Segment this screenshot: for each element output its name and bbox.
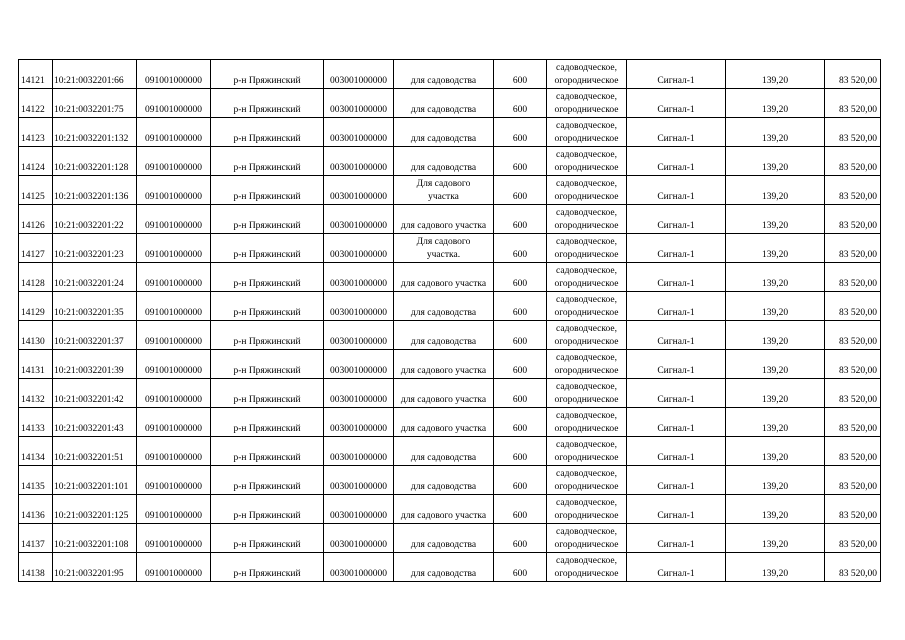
area-cell: 600 <box>494 147 547 176</box>
category-line-2: огородническое <box>554 192 619 202</box>
okato-cell: 091001000000 <box>137 176 211 205</box>
purpose-cell <box>394 234 494 263</box>
table-row <box>19 263 881 292</box>
cadastral-value-cell: 83 520,00 <box>825 263 881 292</box>
table-row <box>19 118 881 147</box>
association-cell: Сигнал-1 <box>627 118 726 147</box>
oktmo-cell: 003001000000 <box>324 466 394 495</box>
category-cell <box>547 234 627 263</box>
category-cell <box>547 147 627 176</box>
okato-cell: 091001000000 <box>137 524 211 553</box>
area-cell: 600 <box>494 118 547 147</box>
association-cell: Сигнал-1 <box>627 234 726 263</box>
oktmo-cell: 003001000000 <box>324 60 394 89</box>
purpose-cell: для садоводства <box>394 466 494 495</box>
rate-cell: 139,20 <box>726 118 825 147</box>
okato-cell: 091001000000 <box>137 118 211 147</box>
purpose-cell: для садоводства <box>394 553 494 582</box>
cadastral-number-cell: 10:21:0032201:108 <box>53 524 137 553</box>
cadastral-value-cell: 83 520,00 <box>825 234 881 263</box>
cadastral-number-cell: 10:21:0032201:125 <box>53 495 137 524</box>
area-cell: 600 <box>494 350 547 379</box>
cadastral-number-cell: 10:21:0032201:22 <box>53 205 137 234</box>
association-cell: Сигнал-1 <box>627 466 726 495</box>
cadastral-value-cell: 83 520,00 <box>825 118 881 147</box>
cadastral-number-cell: 10:21:0032201:75 <box>53 89 137 118</box>
purpose-cell: для садоводства <box>394 147 494 176</box>
category-cell <box>547 205 627 234</box>
cadastral-number-cell: 10:21:0032201:95 <box>53 553 137 582</box>
oktmo-cell: 003001000000 <box>324 495 394 524</box>
district-cell: р-н Пряжинский <box>211 234 324 263</box>
category-cell <box>547 321 627 350</box>
oktmo-cell: 003001000000 <box>324 437 394 466</box>
purpose-cell: для садового участка <box>394 495 494 524</box>
rate-cell: 139,20 <box>726 350 825 379</box>
category-line-2: огородническое <box>554 453 619 463</box>
okato-cell: 091001000000 <box>137 495 211 524</box>
category-cell <box>547 466 627 495</box>
okato-cell: 091001000000 <box>137 60 211 89</box>
association-cell: Сигнал-1 <box>627 408 726 437</box>
district-cell: р-н Пряжинский <box>211 89 324 118</box>
rate-cell: 139,20 <box>726 379 825 408</box>
purpose-cell: для садового участка <box>394 205 494 234</box>
rate-cell: 139,20 <box>726 321 825 350</box>
category-line-1: садоводческое, <box>556 179 617 189</box>
row-number-cell: 14127 <box>19 234 53 263</box>
category-cell <box>547 292 627 321</box>
category-line-1: садоводческое, <box>556 353 617 363</box>
category-line-2: огородническое <box>554 482 619 492</box>
row-number-cell: 14136 <box>19 495 53 524</box>
purpose-line-1: Для садового <box>416 179 471 189</box>
rate-cell: 139,20 <box>726 205 825 234</box>
rate-cell: 139,20 <box>726 89 825 118</box>
cadastral-value-cell: 83 520,00 <box>825 466 881 495</box>
cadastral-number-cell: 10:21:0032201:24 <box>53 263 137 292</box>
oktmo-cell: 003001000000 <box>324 524 394 553</box>
association-cell: Сигнал-1 <box>627 321 726 350</box>
association-cell: Сигнал-1 <box>627 495 726 524</box>
rate-cell: 139,20 <box>726 553 825 582</box>
row-number-cell: 14124 <box>19 147 53 176</box>
cadastral-value-cell: 83 520,00 <box>825 176 881 205</box>
purpose-cell: для садоводства <box>394 118 494 147</box>
cadastral-number-cell: 10:21:0032201:42 <box>53 379 137 408</box>
district-cell: р-н Пряжинский <box>211 263 324 292</box>
row-number-cell: 14121 <box>19 60 53 89</box>
purpose-cell <box>394 176 494 205</box>
category-line-1: садоводческое, <box>556 295 617 305</box>
area-cell: 600 <box>494 408 547 437</box>
district-cell: р-н Пряжинский <box>211 118 324 147</box>
category-cell <box>547 89 627 118</box>
cadastral-number-cell: 10:21:0032201:37 <box>53 321 137 350</box>
table-row <box>19 437 881 466</box>
district-cell: р-н Пряжинский <box>211 408 324 437</box>
district-cell: р-н Пряжинский <box>211 350 324 379</box>
row-number-cell: 14137 <box>19 524 53 553</box>
table-row <box>19 553 881 582</box>
association-cell: Сигнал-1 <box>627 553 726 582</box>
row-number-cell: 14132 <box>19 379 53 408</box>
purpose-cell: для садоводства <box>394 321 494 350</box>
category-cell <box>547 263 627 292</box>
rate-cell: 139,20 <box>726 466 825 495</box>
row-number-cell: 14125 <box>19 176 53 205</box>
cadastral-value-cell: 83 520,00 <box>825 292 881 321</box>
table-row <box>19 60 881 89</box>
district-cell: р-н Пряжинский <box>211 321 324 350</box>
cadastral-value-cell: 83 520,00 <box>825 205 881 234</box>
category-cell <box>547 553 627 582</box>
category-line-1: садоводческое, <box>556 411 617 421</box>
category-line-1: садоводческое, <box>556 237 617 247</box>
table-row <box>19 89 881 118</box>
area-cell: 600 <box>494 524 547 553</box>
row-number-cell: 14129 <box>19 292 53 321</box>
oktmo-cell: 003001000000 <box>324 176 394 205</box>
area-cell: 600 <box>494 437 547 466</box>
category-cell <box>547 524 627 553</box>
cadastral-number-cell: 10:21:0032201:23 <box>53 234 137 263</box>
purpose-cell: для садоводства <box>394 524 494 553</box>
category-cell <box>547 379 627 408</box>
category-line-2: огородническое <box>554 308 619 318</box>
oktmo-cell: 003001000000 <box>324 205 394 234</box>
category-line-2: огородническое <box>554 250 619 260</box>
cadastral-number-cell: 10:21:0032201:128 <box>53 147 137 176</box>
category-cell <box>547 60 627 89</box>
row-number-cell: 14122 <box>19 89 53 118</box>
table-row <box>19 466 881 495</box>
oktmo-cell: 003001000000 <box>324 89 394 118</box>
association-cell: Сигнал-1 <box>627 524 726 553</box>
row-number-cell: 14138 <box>19 553 53 582</box>
purpose-cell: для садоводства <box>394 437 494 466</box>
association-cell: Сигнал-1 <box>627 350 726 379</box>
table-row <box>19 147 881 176</box>
cadastral-number-cell: 10:21:0032201:66 <box>53 60 137 89</box>
rate-cell: 139,20 <box>726 176 825 205</box>
association-cell: Сигнал-1 <box>627 147 726 176</box>
district-cell: р-н Пряжинский <box>211 466 324 495</box>
purpose-cell: для садового участка <box>394 350 494 379</box>
row-number-cell: 14123 <box>19 118 53 147</box>
association-cell: Сигнал-1 <box>627 379 726 408</box>
cadastral-number-cell: 10:21:0032201:136 <box>53 176 137 205</box>
okato-cell: 091001000000 <box>137 553 211 582</box>
table-row <box>19 408 881 437</box>
category-cell <box>547 118 627 147</box>
category-line-1: садоводческое, <box>556 527 617 537</box>
area-cell: 600 <box>494 379 547 408</box>
area-cell: 600 <box>494 292 547 321</box>
cadastral-value-cell: 83 520,00 <box>825 408 881 437</box>
category-cell <box>547 495 627 524</box>
rate-cell: 139,20 <box>726 524 825 553</box>
category-line-1: садоводческое, <box>556 121 617 131</box>
district-cell: р-н Пряжинский <box>211 147 324 176</box>
category-line-1: садоводческое, <box>556 63 617 73</box>
area-cell: 600 <box>494 466 547 495</box>
category-line-1: садоводческое, <box>556 92 617 102</box>
category-line-1: садоводческое, <box>556 440 617 450</box>
rate-cell: 139,20 <box>726 437 825 466</box>
table-row <box>19 495 881 524</box>
oktmo-cell: 003001000000 <box>324 408 394 437</box>
oktmo-cell: 003001000000 <box>324 234 394 263</box>
district-cell: р-н Пряжинский <box>211 60 324 89</box>
row-number-cell: 14128 <box>19 263 53 292</box>
okato-cell: 091001000000 <box>137 292 211 321</box>
area-cell: 600 <box>494 263 547 292</box>
cadastral-number-cell: 10:21:0032201:101 <box>53 466 137 495</box>
category-line-2: огородническое <box>554 76 619 86</box>
cadastral-number-cell: 10:21:0032201:51 <box>53 437 137 466</box>
category-line-1: садоводческое, <box>556 324 617 334</box>
cadastral-value-cell: 83 520,00 <box>825 147 881 176</box>
purpose-cell: для садового участка <box>394 263 494 292</box>
table-row <box>19 292 881 321</box>
rate-cell: 139,20 <box>726 234 825 263</box>
category-line-2: огородническое <box>554 279 619 289</box>
category-cell <box>547 176 627 205</box>
purpose-cell: для садоводства <box>394 292 494 321</box>
association-cell: Сигнал-1 <box>627 89 726 118</box>
rate-cell: 139,20 <box>726 408 825 437</box>
category-line-1: садоводческое, <box>556 469 617 479</box>
category-cell <box>547 437 627 466</box>
rate-cell: 139,20 <box>726 147 825 176</box>
association-cell: Сигнал-1 <box>627 437 726 466</box>
area-cell: 600 <box>494 60 547 89</box>
category-line-2: огородническое <box>554 337 619 347</box>
okato-cell: 091001000000 <box>137 234 211 263</box>
district-cell: р-н Пряжинский <box>211 495 324 524</box>
okato-cell: 091001000000 <box>137 263 211 292</box>
category-line-1: садоводческое, <box>556 150 617 160</box>
okato-cell: 091001000000 <box>137 321 211 350</box>
area-cell: 600 <box>494 89 547 118</box>
cadastral-value-cell: 83 520,00 <box>825 495 881 524</box>
cadastral-number-cell: 10:21:0032201:39 <box>53 350 137 379</box>
oktmo-cell: 003001000000 <box>324 118 394 147</box>
category-line-2: огородническое <box>554 221 619 231</box>
district-cell: р-н Пряжинский <box>211 553 324 582</box>
district-cell: р-н Пряжинский <box>211 292 324 321</box>
oktmo-cell: 003001000000 <box>324 350 394 379</box>
category-line-1: садоводческое, <box>556 208 617 218</box>
cadastral-number-cell: 10:21:0032201:43 <box>53 408 137 437</box>
oktmo-cell: 003001000000 <box>324 321 394 350</box>
category-cell <box>547 350 627 379</box>
category-cell <box>547 408 627 437</box>
row-number-cell: 14135 <box>19 466 53 495</box>
row-number-cell: 14131 <box>19 350 53 379</box>
cadastral-value-cell: 83 520,00 <box>825 437 881 466</box>
cadastral-value-cell: 83 520,00 <box>825 89 881 118</box>
association-cell: Сигнал-1 <box>627 176 726 205</box>
category-line-2: огородническое <box>554 424 619 434</box>
oktmo-cell: 003001000000 <box>324 147 394 176</box>
area-cell: 600 <box>494 321 547 350</box>
purpose-line-1: Для садового <box>416 237 471 247</box>
okato-cell: 091001000000 <box>137 379 211 408</box>
district-cell: р-н Пряжинский <box>211 176 324 205</box>
cadastral-value-cell: 83 520,00 <box>825 553 881 582</box>
category-line-2: огородническое <box>554 163 619 173</box>
category-line-2: огородническое <box>554 105 619 115</box>
cadastral-value-cell: 83 520,00 <box>825 379 881 408</box>
oktmo-cell: 003001000000 <box>324 292 394 321</box>
row-number-cell: 14133 <box>19 408 53 437</box>
purpose-cell: для садоводства <box>394 60 494 89</box>
table-row <box>19 205 881 234</box>
category-line-1: садоводческое, <box>556 266 617 276</box>
category-line-2: огородническое <box>554 511 619 521</box>
category-line-2: огородническое <box>554 134 619 144</box>
oktmo-cell: 003001000000 <box>324 553 394 582</box>
association-cell: Сигнал-1 <box>627 292 726 321</box>
okato-cell: 091001000000 <box>137 437 211 466</box>
row-number-cell: 14126 <box>19 205 53 234</box>
oktmo-cell: 003001000000 <box>324 263 394 292</box>
table-row <box>19 524 881 553</box>
district-cell: р-н Пряжинский <box>211 524 324 553</box>
rate-cell: 139,20 <box>726 263 825 292</box>
area-cell: 600 <box>494 234 547 263</box>
okato-cell: 091001000000 <box>137 147 211 176</box>
rate-cell: 139,20 <box>726 60 825 89</box>
area-cell: 600 <box>494 205 547 234</box>
table-row <box>19 234 881 263</box>
row-number-cell: 14130 <box>19 321 53 350</box>
table-row <box>19 379 881 408</box>
association-cell: Сигнал-1 <box>627 263 726 292</box>
okato-cell: 091001000000 <box>137 466 211 495</box>
area-cell: 600 <box>494 553 547 582</box>
cadastral-number-cell: 10:21:0032201:35 <box>53 292 137 321</box>
okato-cell: 091001000000 <box>137 89 211 118</box>
okato-cell: 091001000000 <box>137 205 211 234</box>
category-line-1: садоводческое, <box>556 498 617 508</box>
cadastral-value-cell: 83 520,00 <box>825 321 881 350</box>
oktmo-cell: 003001000000 <box>324 379 394 408</box>
cadastral-value-cell: 83 520,00 <box>825 524 881 553</box>
cadastral-number-cell: 10:21:0032201:132 <box>53 118 137 147</box>
okato-cell: 091001000000 <box>137 408 211 437</box>
purpose-cell: для садового участка <box>394 408 494 437</box>
land-registry-table <box>18 59 881 582</box>
category-line-2: огородническое <box>554 569 619 579</box>
district-cell: р-н Пряжинский <box>211 437 324 466</box>
purpose-cell: для садового участка <box>394 379 494 408</box>
area-cell: 600 <box>494 176 547 205</box>
rate-cell: 139,20 <box>726 292 825 321</box>
category-line-2: огородническое <box>554 540 619 550</box>
area-cell: 600 <box>494 495 547 524</box>
rate-cell: 139,20 <box>726 495 825 524</box>
district-cell: р-н Пряжинский <box>211 379 324 408</box>
category-line-1: садоводческое, <box>556 382 617 392</box>
association-cell: Сигнал-1 <box>627 60 726 89</box>
purpose-cell: для садоводства <box>394 89 494 118</box>
table-row <box>19 321 881 350</box>
category-line-2: огородническое <box>554 366 619 376</box>
category-line-1: садоводческое, <box>556 556 617 566</box>
category-line-2: огородническое <box>554 395 619 405</box>
row-number-cell: 14134 <box>19 437 53 466</box>
table-row <box>19 350 881 379</box>
okato-cell: 091001000000 <box>137 350 211 379</box>
cadastral-value-cell: 83 520,00 <box>825 60 881 89</box>
district-cell: р-н Пряжинский <box>211 205 324 234</box>
purpose-line-2: участка. <box>426 250 461 260</box>
purpose-line-2: участка <box>428 192 459 202</box>
association-cell: Сигнал-1 <box>627 205 726 234</box>
table-row <box>19 176 881 205</box>
cadastral-value-cell: 83 520,00 <box>825 350 881 379</box>
